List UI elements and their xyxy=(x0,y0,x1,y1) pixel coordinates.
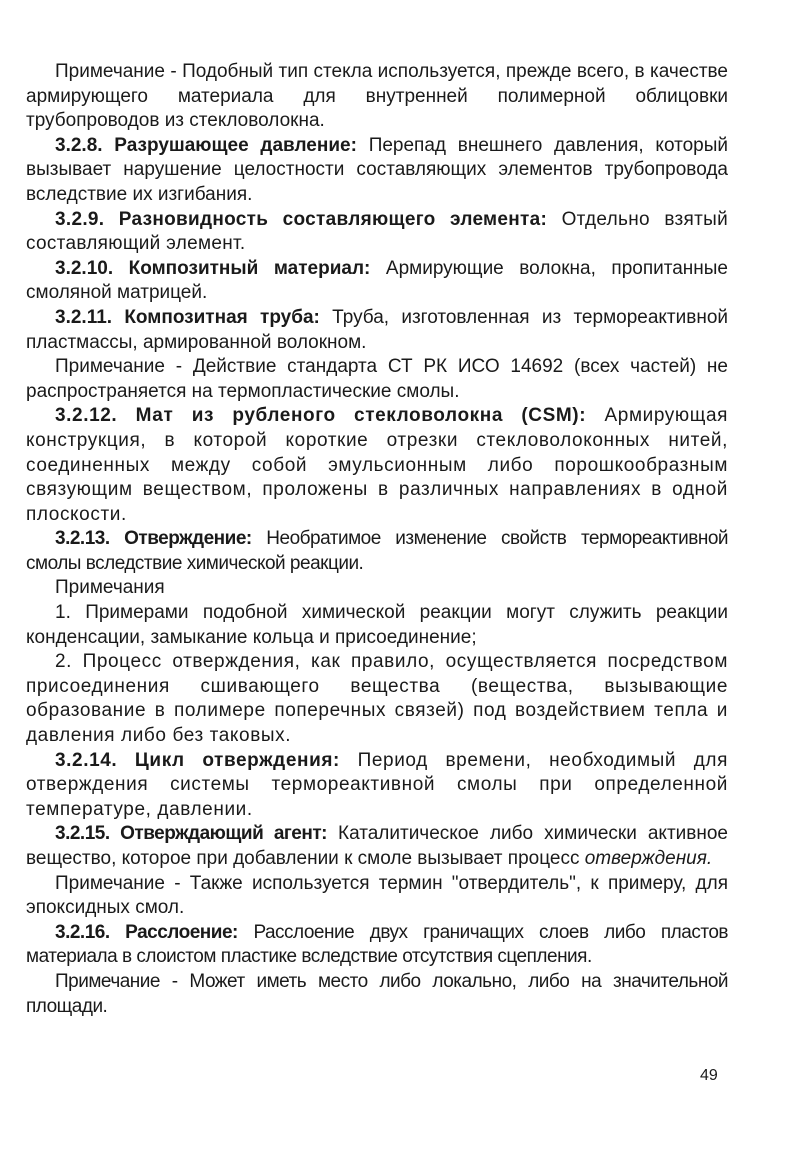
paragraph-text: 2. Процесс отверждения, как правило, осуществляется посредством присоединения сшивающего вещества (вещества, вызывающие образование в полимере поперечных связей) под воздействием тепла и давления либо без таковых. xyxy=(26,651,728,747)
term-label: 3.2.12. Мат из рубленого стекловолокна (CSM): xyxy=(55,405,587,427)
definition-3-2-9 xyxy=(26,208,728,257)
page-number: 49 xyxy=(700,1067,718,1084)
term-label: 3.2.8. Разрушающее давление: xyxy=(55,134,357,156)
paragraph-text: Примечание - Подобный тип стекла используется, прежде всего, в качестве армирующего материала для внутренней полимерной облицовки трубопроводов из стекловолокна. xyxy=(26,61,728,132)
definition-text: Расслоение двух граничащих слоев либо пластов материала в слоистом пластике вследствие отсутствия сцепления. xyxy=(26,921,728,968)
definition-3-2-13 xyxy=(26,527,728,576)
paragraph-text: Примечание - Также используется термин "отвердитель", к примеру, для эпоксидных смол. xyxy=(26,872,728,919)
note-item-1 xyxy=(26,601,728,650)
term-label: 3.2.14. Цикл отверждения: xyxy=(55,749,340,771)
definition-text: Каталитическое либо химически активное вещество, которое при добавлении к смоле вызывает процесс xyxy=(26,823,728,869)
term-label: 3.2.11. Композитная труба: xyxy=(55,306,320,328)
definition-text: Необратимое изменение свойств термореактивной смолы вследствие химической реакции. xyxy=(26,528,729,574)
term-label: 3.2.16. Расслоение: xyxy=(55,921,238,943)
definition-text: Перепад внешнего давления, который вызывает нарушение целостности составляющих элементов трубопровода вследствие их изгибания. xyxy=(26,134,728,205)
definition-3-2-15 xyxy=(26,822,728,871)
definition-3-2-8 xyxy=(26,134,728,208)
definition-3-2-11 xyxy=(26,306,728,355)
paragraph-text: Примечание - Может иметь место либо локально, либо на значительной площади. xyxy=(26,970,728,1017)
note-paragraph xyxy=(26,355,728,404)
definition-3-2-16 xyxy=(26,921,728,970)
note-paragraph xyxy=(26,60,728,134)
definition-3-2-12 xyxy=(26,404,728,527)
definition-text: Период времени, необходимый для отверждения системы термореактивной смолы при определенной температуре, давлении. xyxy=(26,749,728,820)
paragraph-text: Примечания xyxy=(55,577,165,599)
note-paragraph xyxy=(26,872,728,921)
definition-text: Армирующая конструкция, в которой короткие отрезки стекловолоконных нитей, соединенных между собой эмульсионным либо порошкообразным связующим веществом, проложены в различных направлениях в одной плоскости. xyxy=(26,405,729,525)
italic-term: отверждения. xyxy=(584,848,713,869)
notes-heading xyxy=(26,576,728,601)
term-label: 3.2.10. Композитный материал: xyxy=(55,257,371,279)
note-paragraph xyxy=(26,970,728,1019)
definition-3-2-10 xyxy=(26,257,728,306)
term-label: 3.2.15. Отверждающий агент: xyxy=(55,823,327,845)
definition-3-2-14 xyxy=(26,749,728,823)
paragraph-text: Примечание - Действие стандарта СТ РК ИСО 14692 (всех частей) не распространяется на термопластические смолы. xyxy=(26,356,728,402)
term-label: 3.2.9. Разновидность составляющего элемента: xyxy=(55,208,548,230)
paragraph-text: 1. Примерами подобной химической реакции могут служить реакции конденсации, замыкание кольца и присоединение; xyxy=(26,602,728,648)
definition-text: Труба, изготовленная из термореактивной пластмассы, армированной волокном. xyxy=(26,306,729,353)
definition-text: Армирующие волокна, пропитанные смоляной матрицей. xyxy=(26,257,728,304)
document-page xyxy=(26,60,728,1019)
note-item-2 xyxy=(26,650,728,748)
definition-text: Отдельно взятый составляющий элемент. xyxy=(26,208,728,255)
term-label: 3.2.13. Отверждение: xyxy=(55,528,252,550)
